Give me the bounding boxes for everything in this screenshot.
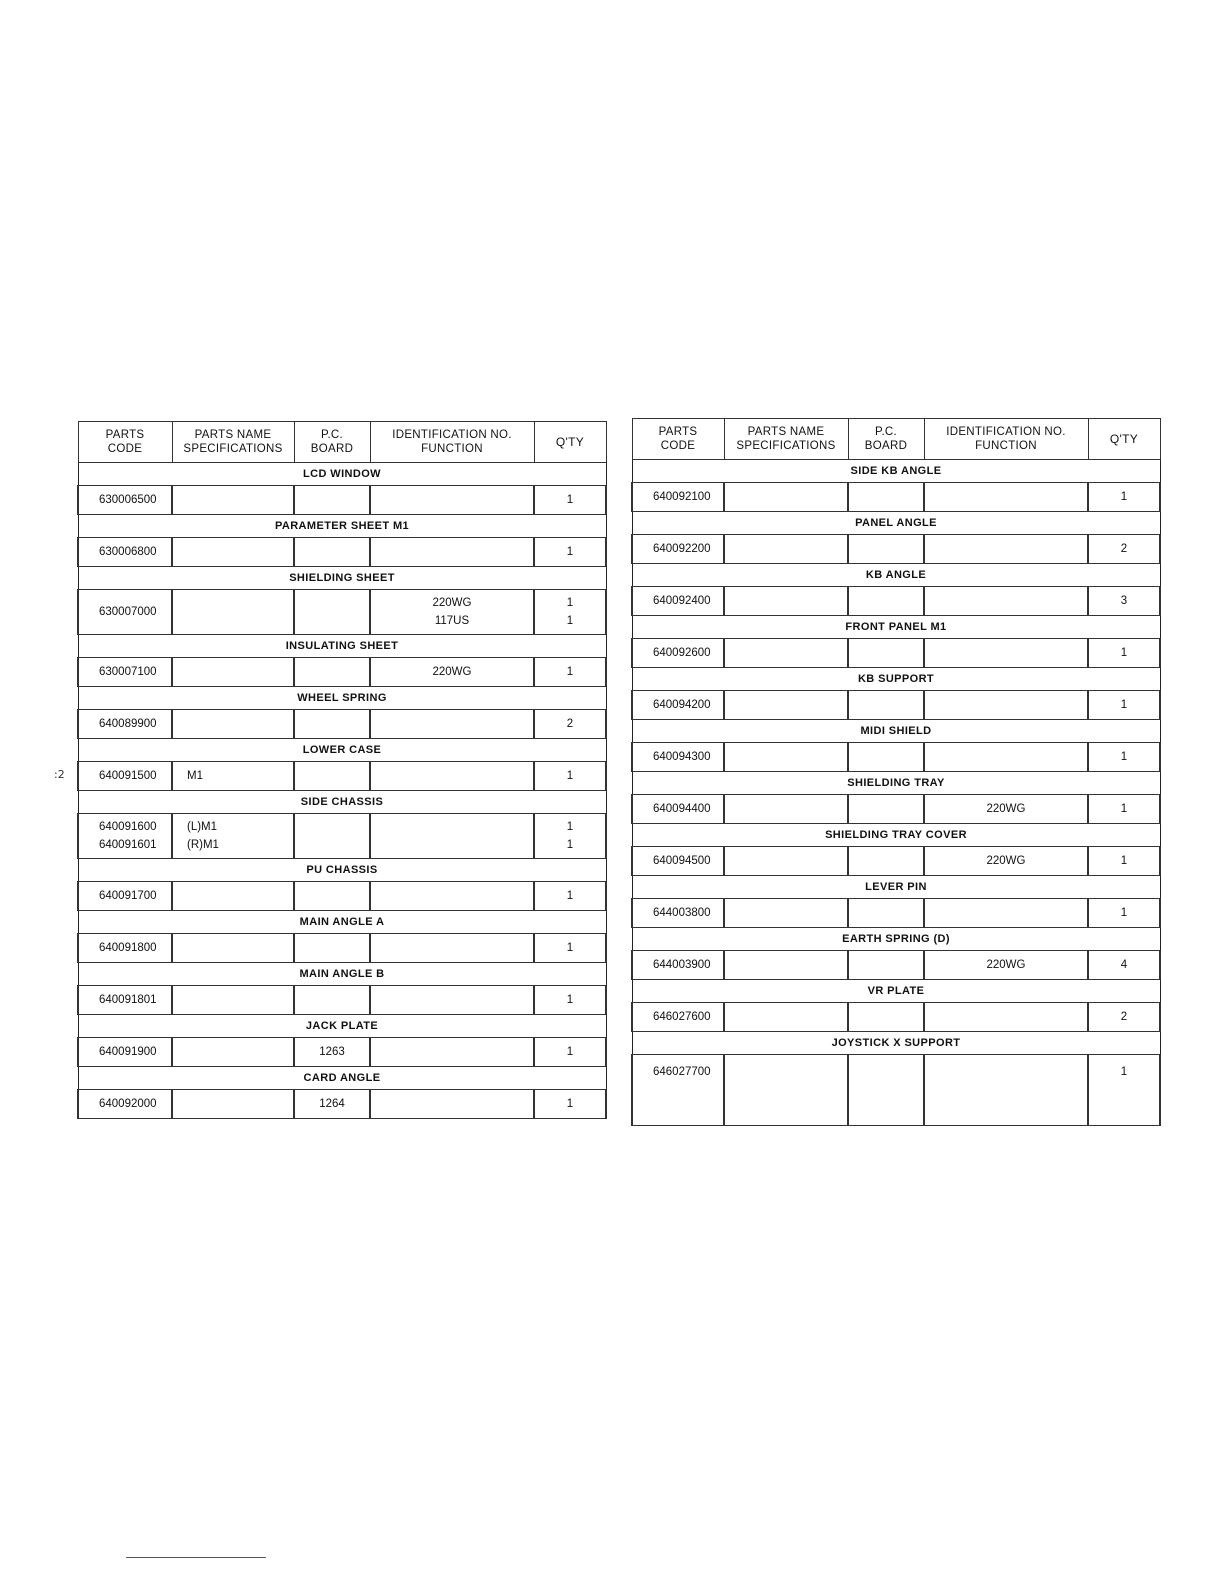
pc-board-cell xyxy=(848,951,924,980)
qty-cell xyxy=(534,986,606,1015)
qty-cell xyxy=(1088,639,1160,668)
cell-text: 1 xyxy=(566,770,574,782)
cell-text: 640092600 xyxy=(653,647,711,659)
cell-text: 1 xyxy=(566,839,574,851)
item-row xyxy=(632,847,1160,876)
part-code-cell xyxy=(78,1090,172,1119)
pc-board-cell xyxy=(848,795,924,824)
header-parts-code: PARTS CODE xyxy=(632,419,724,460)
cell-text: 646027600 xyxy=(653,1011,711,1023)
ident-cell xyxy=(370,486,534,515)
qty-cell xyxy=(1088,587,1160,616)
cell-text: 640094400 xyxy=(653,803,711,815)
spec-cell xyxy=(172,486,294,515)
spec-cell xyxy=(724,535,848,564)
item-row xyxy=(78,486,606,515)
pc-board-cell xyxy=(848,899,924,928)
ident-cell xyxy=(924,1055,1088,1126)
part-code-cell xyxy=(78,762,172,791)
cell-text: 4 xyxy=(1120,959,1128,971)
part-code-cell xyxy=(78,1038,172,1067)
part-code-cell xyxy=(78,538,172,567)
qty-cell xyxy=(534,762,606,791)
group-title: CARD ANGLE xyxy=(78,1067,606,1090)
cell-text: 630007000 xyxy=(99,606,157,618)
cell-text: 1 xyxy=(566,1098,574,1110)
cell-text: 640092200 xyxy=(653,543,711,555)
group-title: MIDI SHIELD xyxy=(632,720,1160,743)
cell-text: 1 xyxy=(566,994,574,1006)
part-code-cell xyxy=(632,639,724,668)
header-identification: IDENTIFICATION NO. FUNCTION xyxy=(924,419,1088,460)
pc-board-cell xyxy=(294,538,370,567)
group-row xyxy=(632,460,1160,483)
group-row xyxy=(632,616,1160,639)
part-code-cell xyxy=(78,934,172,963)
qty-cell xyxy=(534,882,606,911)
spec-cell xyxy=(724,743,848,772)
part-code-cell xyxy=(78,814,172,859)
group-title: JACK PLATE xyxy=(78,1015,606,1038)
item-row xyxy=(78,1038,606,1067)
pc-board-cell xyxy=(294,1090,370,1119)
ident-cell xyxy=(370,1090,534,1119)
ident-cell xyxy=(370,882,534,911)
ident-cell xyxy=(370,934,534,963)
cell-text: 1 xyxy=(566,597,574,609)
pc-board-cell xyxy=(848,743,924,772)
spec-cell xyxy=(172,658,294,687)
item-row xyxy=(632,1055,1160,1126)
cell-text: 640091600 xyxy=(99,821,157,833)
cell-text: 220WG xyxy=(986,803,1026,815)
item-row xyxy=(78,934,606,963)
cell-text: 1 xyxy=(566,1046,574,1058)
header-parts-name: PARTS NAME SPECIFICATIONS xyxy=(172,422,294,463)
part-code-cell xyxy=(632,795,724,824)
item-row xyxy=(632,743,1160,772)
group-row xyxy=(78,791,606,814)
part-code-cell xyxy=(632,535,724,564)
table-body-left xyxy=(78,463,606,1119)
group-row xyxy=(632,928,1160,951)
group-row xyxy=(78,911,606,934)
group-title: SHIELDING SHEET xyxy=(78,567,606,590)
pc-board-cell xyxy=(848,1055,924,1126)
ident-cell xyxy=(924,951,1088,980)
cell-text: 1 xyxy=(1120,1066,1128,1078)
qty-cell xyxy=(1088,535,1160,564)
cell-text: 1 xyxy=(1120,855,1128,867)
item-row xyxy=(632,535,1160,564)
pc-board-cell xyxy=(294,986,370,1015)
cell-text: M1 xyxy=(187,770,203,782)
item-row xyxy=(78,710,606,739)
group-title: PU CHASSIS xyxy=(78,859,606,882)
item-row xyxy=(632,951,1160,980)
cell-text: 1 xyxy=(566,890,574,902)
header-parts-name: PARTS NAME SPECIFICATIONS xyxy=(724,419,848,460)
cell-text: 640092000 xyxy=(99,1098,157,1110)
cell-text: 640094300 xyxy=(653,751,711,763)
cell-text: 1264 xyxy=(319,1098,345,1110)
ident-cell xyxy=(370,986,534,1015)
part-code-cell xyxy=(78,882,172,911)
spec-cell xyxy=(724,951,848,980)
ident-cell xyxy=(924,639,1088,668)
cell-text: 2 xyxy=(1120,543,1128,555)
parts-table-left xyxy=(77,421,607,1119)
cell-text: 117US xyxy=(434,615,470,627)
spec-cell xyxy=(172,1090,294,1119)
qty-cell xyxy=(534,934,606,963)
part-code-cell xyxy=(78,986,172,1015)
item-row xyxy=(632,899,1160,928)
group-row xyxy=(78,515,606,538)
qty-cell xyxy=(534,1038,606,1067)
cell-text: 1 xyxy=(566,615,574,627)
group-title: SIDE KB ANGLE xyxy=(632,460,1160,483)
cell-text: 640091601 xyxy=(99,839,157,851)
cell-text: 640091800 xyxy=(99,942,157,954)
part-code-cell xyxy=(632,587,724,616)
cell-text: 1 xyxy=(566,821,574,833)
qty-cell xyxy=(534,658,606,687)
group-row xyxy=(78,739,606,762)
qty-cell xyxy=(534,590,606,635)
group-row xyxy=(78,463,606,486)
item-row xyxy=(632,587,1160,616)
pc-board-cell xyxy=(848,587,924,616)
group-title: FRONT PANEL M1 xyxy=(632,616,1160,639)
cell-text: 640091801 xyxy=(99,994,157,1006)
ident-cell xyxy=(924,743,1088,772)
header-pc-board: P.C. BOARD xyxy=(848,419,924,460)
cell-text: 640094200 xyxy=(653,699,711,711)
item-row xyxy=(78,882,606,911)
cell-text: 1 xyxy=(1120,907,1128,919)
pc-board-cell xyxy=(294,710,370,739)
ident-cell xyxy=(924,535,1088,564)
spec-cell xyxy=(724,587,848,616)
cell-text: 2 xyxy=(566,718,574,730)
cell-text: 220WG xyxy=(986,959,1026,971)
spec-cell xyxy=(172,814,294,859)
group-row xyxy=(632,564,1160,587)
group-title: LOWER CASE xyxy=(78,739,606,762)
group-title: SHIELDING TRAY COVER xyxy=(632,824,1160,847)
item-row xyxy=(78,814,606,859)
spec-cell xyxy=(172,934,294,963)
ident-cell xyxy=(370,658,534,687)
pc-board-cell xyxy=(294,882,370,911)
cell-text: 1 xyxy=(1120,751,1128,763)
spec-cell xyxy=(724,847,848,876)
ident-cell xyxy=(924,899,1088,928)
pc-board-cell xyxy=(294,934,370,963)
qty-cell xyxy=(534,710,606,739)
item-row xyxy=(632,483,1160,512)
group-row xyxy=(78,635,606,658)
group-row xyxy=(632,1032,1160,1055)
spec-cell xyxy=(172,986,294,1015)
group-row xyxy=(632,512,1160,535)
group-title: INSULATING SHEET xyxy=(78,635,606,658)
group-row xyxy=(632,824,1160,847)
cell-text: 1 xyxy=(566,666,574,678)
cell-text: 640092400 xyxy=(653,595,711,607)
spec-cell xyxy=(724,795,848,824)
group-row xyxy=(78,567,606,590)
group-row xyxy=(632,980,1160,1003)
cell-text: 644003900 xyxy=(653,959,711,971)
qty-cell xyxy=(534,1090,606,1119)
item-row xyxy=(78,590,606,635)
qty-cell xyxy=(1088,691,1160,720)
footer-rule xyxy=(126,1557,266,1558)
qty-cell xyxy=(1088,1003,1160,1032)
group-title: LCD WINDOW xyxy=(78,463,606,486)
cell-text: (L)M1 xyxy=(187,821,218,833)
cell-text: 640092100 xyxy=(653,491,711,503)
ident-cell xyxy=(370,590,534,635)
ident-cell xyxy=(370,1038,534,1067)
group-row xyxy=(632,772,1160,795)
qty-cell xyxy=(534,486,606,515)
part-code-cell xyxy=(78,658,172,687)
qty-cell xyxy=(1088,483,1160,512)
pc-board-cell xyxy=(848,691,924,720)
group-title: LEVER PIN xyxy=(632,876,1160,899)
pc-board-cell xyxy=(294,658,370,687)
group-title: PANEL ANGLE xyxy=(632,512,1160,535)
margin-mark: :2 xyxy=(54,768,65,781)
item-row xyxy=(78,1090,606,1119)
spec-cell xyxy=(172,710,294,739)
pc-board-cell xyxy=(848,847,924,876)
qty-cell xyxy=(1088,847,1160,876)
item-row xyxy=(632,639,1160,668)
ident-cell xyxy=(924,847,1088,876)
cell-text: 1 xyxy=(1120,803,1128,815)
cell-text: 220WG xyxy=(432,666,472,678)
ident-cell xyxy=(370,814,534,859)
group-row xyxy=(78,687,606,710)
cell-text: 1263 xyxy=(319,1046,345,1058)
pc-board-cell xyxy=(294,1038,370,1067)
cell-text: 1 xyxy=(1120,647,1128,659)
ident-cell xyxy=(924,483,1088,512)
table-header xyxy=(78,422,606,463)
cell-text: 1 xyxy=(566,494,574,506)
qty-cell xyxy=(534,814,606,859)
ident-cell xyxy=(370,538,534,567)
qty-cell xyxy=(1088,795,1160,824)
pc-board-cell xyxy=(848,483,924,512)
cell-text: 2 xyxy=(1120,1011,1128,1023)
ident-cell xyxy=(370,710,534,739)
part-code-cell xyxy=(632,951,724,980)
cell-text: 640089900 xyxy=(99,718,157,730)
cell-text: 640094500 xyxy=(653,855,711,867)
spec-cell xyxy=(172,762,294,791)
qty-cell xyxy=(1088,743,1160,772)
part-code-cell xyxy=(632,1055,724,1126)
pc-board-cell xyxy=(294,762,370,791)
item-row xyxy=(632,795,1160,824)
header-identification: IDENTIFICATION NO. FUNCTION xyxy=(370,422,534,463)
table-body-right xyxy=(632,460,1160,1126)
cell-text: 1 xyxy=(1120,491,1128,503)
cell-text: 220WG xyxy=(986,855,1026,867)
cell-text: 630006800 xyxy=(99,546,157,558)
group-row xyxy=(632,668,1160,691)
pc-board-cell xyxy=(294,486,370,515)
spec-cell xyxy=(724,639,848,668)
item-row xyxy=(632,1003,1160,1032)
ident-cell xyxy=(924,691,1088,720)
pc-board-cell xyxy=(848,1003,924,1032)
group-title: KB ANGLE xyxy=(632,564,1160,587)
cell-text: 640091900 xyxy=(99,1046,157,1058)
cell-text: (R)M1 xyxy=(187,839,219,851)
cell-text: 644003800 xyxy=(653,907,711,919)
group-title: WHEEL SPRING xyxy=(78,687,606,710)
ident-cell xyxy=(924,795,1088,824)
group-title: SIDE CHASSIS xyxy=(78,791,606,814)
item-row xyxy=(78,658,606,687)
group-title: MAIN ANGLE A xyxy=(78,911,606,934)
qty-cell xyxy=(1088,951,1160,980)
part-code-cell xyxy=(632,847,724,876)
cell-text: 1 xyxy=(566,942,574,954)
group-row xyxy=(632,720,1160,743)
cell-text: 630007100 xyxy=(99,666,157,678)
group-title: JOYSTICK X SUPPORT xyxy=(632,1032,1160,1055)
ident-cell xyxy=(370,762,534,791)
part-code-cell xyxy=(78,486,172,515)
spec-cell xyxy=(724,1003,848,1032)
spec-cell xyxy=(172,882,294,911)
cell-text: 1 xyxy=(566,546,574,558)
header-pc-board: P.C. BOARD xyxy=(294,422,370,463)
cell-text: 630006500 xyxy=(99,494,157,506)
group-title: PARAMETER SHEET M1 xyxy=(78,515,606,538)
item-row xyxy=(78,538,606,567)
group-row xyxy=(632,876,1160,899)
qty-cell xyxy=(1088,899,1160,928)
part-code-cell xyxy=(632,691,724,720)
spec-cell xyxy=(172,538,294,567)
spec-cell xyxy=(172,590,294,635)
group-row xyxy=(78,1015,606,1038)
item-row xyxy=(632,691,1160,720)
group-row xyxy=(78,1067,606,1090)
header-qty: Q'TY xyxy=(534,422,606,463)
group-title: SHIELDING TRAY xyxy=(632,772,1160,795)
spec-cell xyxy=(724,691,848,720)
spec-cell xyxy=(724,483,848,512)
spec-cell xyxy=(724,899,848,928)
table-header xyxy=(632,419,1160,460)
qty-cell xyxy=(1088,1055,1160,1126)
item-row xyxy=(78,762,606,791)
part-code-cell xyxy=(632,899,724,928)
pc-board-cell xyxy=(848,535,924,564)
spec-cell xyxy=(724,1055,848,1126)
cell-text: 640091700 xyxy=(99,890,157,902)
header-qty: Q'TY xyxy=(1088,419,1160,460)
ident-cell xyxy=(924,1003,1088,1032)
part-code-cell xyxy=(78,590,172,635)
group-title: KB SUPPORT xyxy=(632,668,1160,691)
spec-cell xyxy=(172,1038,294,1067)
cell-text: 1 xyxy=(1120,699,1128,711)
header-parts-code: PARTS CODE xyxy=(78,422,172,463)
pc-board-cell xyxy=(294,590,370,635)
cell-text: 3 xyxy=(1120,595,1128,607)
item-row xyxy=(78,986,606,1015)
pc-board-cell xyxy=(848,639,924,668)
parts-table-right xyxy=(631,418,1161,1126)
group-title: MAIN ANGLE B xyxy=(78,963,606,986)
qty-cell xyxy=(534,538,606,567)
group-title: EARTH SPRING (D) xyxy=(632,928,1160,951)
ident-cell xyxy=(924,587,1088,616)
part-code-cell xyxy=(632,1003,724,1032)
group-title: VR PLATE xyxy=(632,980,1160,1003)
pc-board-cell xyxy=(294,814,370,859)
part-code-cell xyxy=(78,710,172,739)
group-row xyxy=(78,963,606,986)
part-code-cell xyxy=(632,743,724,772)
cell-text: 640091500 xyxy=(99,770,157,782)
cell-text: 220WG xyxy=(432,597,472,609)
cell-text: 646027700 xyxy=(653,1066,711,1078)
group-row xyxy=(78,859,606,882)
part-code-cell xyxy=(632,483,724,512)
